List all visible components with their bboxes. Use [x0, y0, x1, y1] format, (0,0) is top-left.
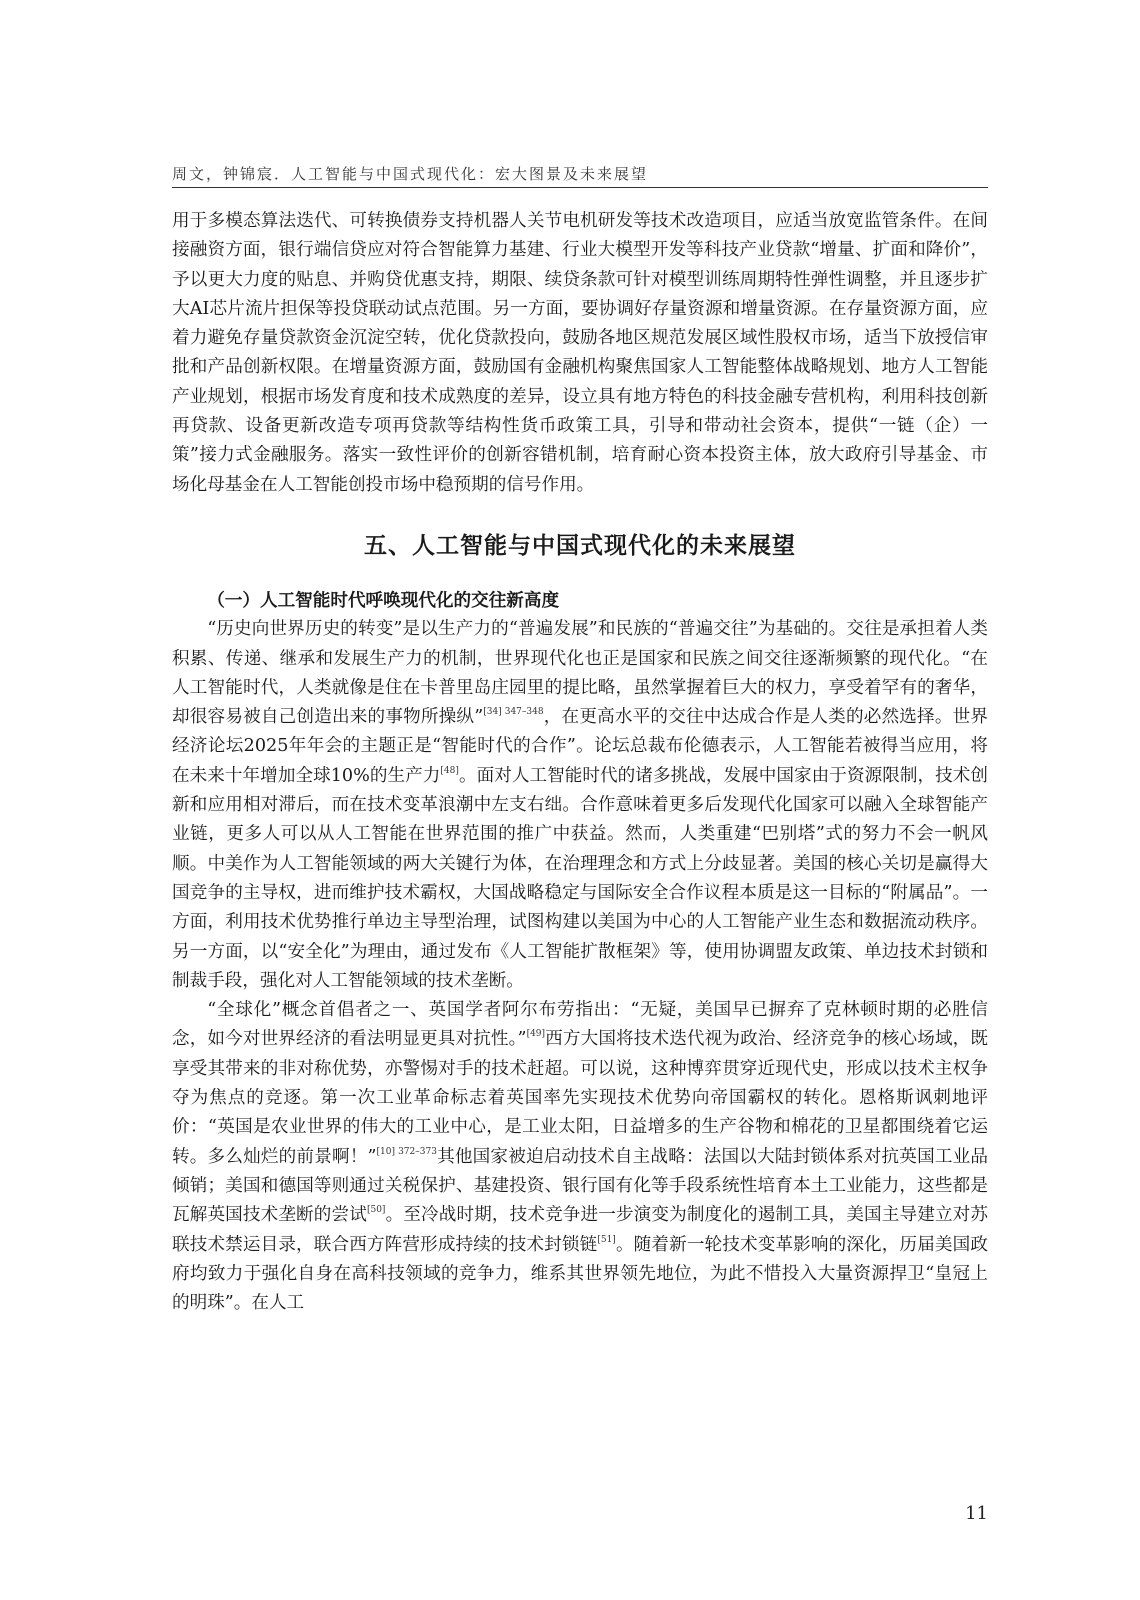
citation: [10] 372–373 [376, 1146, 437, 1157]
paragraph-financing: 用于多模态算法迭代、可转换债券支持机器人关节电机研发等技术改造项目，应适当放宽监管条件。在间接融资方面，银行端信贷应对符合智能算力基建、行业大模型开发等科技产业贷款“增量、扩面和降价”，予以更大力度的贴息、并购贷优惠支持，期限、续贷条款可针对模型训练周期特性弹性调整，并且逐步扩大AI芯片流片担保等投贷联动试点范围。另一方面，要协调好存量资源和增量资源。在存量资源方面，应着力避免存量贷款资金沉淀空转，优化贷款投向，鼓励各地区规范发展区域性股权市场，适当下放授信审批和产品创新权限。在增量资源方面，鼓励国有金融机构聚焦国家人工智能整体战略规划、地方人工智能产业规划，根据市场发育度和技术成熟度的差异，设立具有地方特色的科技金融专营机构，利用科技创新再贷款、设备更新改造专项再贷款等结构性货币政策工具，引导和带动社会资本，提供“一链（企）一策”接力式金融服务。落实一致性评价的创新容错机制，培育耐心资本投资主体，放大政府引导基金、市场化母基金在人工智能创投市场中稳预期的信号作用。 [172, 211, 988, 495]
text-run: “全球化”概念首倡者之一、英国学者阿尔布劳指出：“无疑，美国早已摒弃了克林顿时期的必胜信念，如今对世界经济的看法明显更具对抗性。” [172, 1000, 988, 1050]
page-body [172, 207, 988, 1318]
citation: [48] [440, 765, 459, 776]
paragraph-historical-transition [172, 615, 988, 996]
citation: [49] [526, 1029, 546, 1040]
text-run: “历史向世界历史的转变”是以生产力的“普遍发展”和民族的“普遍交往”为基础的。交往是承担着人类积累、传递、继承和发展生产力的机制，世界现代化也正是国家和民族之间交往逐渐频繁的现代化。“在人工智能时代，人类就像是住在卡普里岛庄园里的提比略，虽然掌握着巨大的权力，享受着罕有的奢华，却很容易被自己创造出来的事物所操纵” [172, 619, 988, 728]
text-run: 。至冷战时期，技术竞争进一步演变为制度化的遏制工具，美国主导建立对苏联技术禁运目录，联合西方阵营形成持续的技术封锁链 [172, 1205, 988, 1255]
citation: [50] [366, 1205, 386, 1216]
header-rule [172, 187, 988, 188]
text-run: 。随着新一轮技术变革影响的深化，历届美国政府均致力于强化自身在高科技领域的竞争力，维系其世界领先地位，为此不惜投入大量资源捍卫“皇冠上的明珠”。在人工 [172, 1234, 988, 1314]
citation: [51] [597, 1234, 616, 1245]
citation: [34] 347–348 [483, 707, 544, 718]
paragraph-globalization [172, 996, 988, 1318]
section-title: 五、人工智能与中国式现代化的未来展望 [364, 531, 796, 559]
subsection-title: （一）人工智能时代呼唤现代化的交往新高度 [207, 589, 560, 611]
running-header: 周文，钟锦宸．人工智能与中国式现代化：宏大图景及未来展望 [172, 165, 649, 183]
page-number: 11 [965, 1503, 988, 1524]
text-run: 其他国家被迫启动技术自主战略：法国以大陆封锁体系对抗英国工业品倾销；美国和德国等则通过关税保护、基建投资、银行国有化等手段系统性培育本土工业能力，这些都是瓦解英国技术垄断的尝试 [172, 1146, 988, 1226]
text-run: 西方大国将技术迭代视为政治、经济竞争的核心场域，既享受其带来的非对称优势，亦警惕对手的技术赶超。可以说，这种博弈贯穿近现代史，形成以技术主权争夺为焦点的竞逐。第一次工业革命标志着英国率先实现技术优势向帝国霸权的转化。恩格斯讽刺地评价：“英国是农业世界的伟大的工业中心，是工业太阳，日益增多的生产谷物和棉花的卫星都围绕着它运转。多么灿烂的前景啊！” [172, 1029, 988, 1167]
text-run: 。面对人工智能时代的诸多挑战，发展中国家由于资源限制，技术创新和应用相对滞后，而在技术变革浪潮中左支右绌。合作意味着更多后发现代化国家可以融入全球智能产业链，更多人可以从人工智能在世界范围的推广中获益。然而，人类重建“巴别塔”式的努力不会一帆风顺。中美作为人工智能领域的两大关键行为体，在治理理念和方式上分歧显著。美国的核心关切是赢得大国竞争的主导权，进而维护技术霸权，大国战略稳定与国际安全合作议程本质是这一目标的“附属品”。一方面，利用技术优势推行单边主导型治理，试图构建以美国为中心的人工智能产业生态和数据流动秩序。另一方面，以“安全化”为理由，通过发布《人工智能扩散框架》等，使用协调盟友政策、单边技术封锁和制裁手段，强化对人工智能领域的技术垄断。 [172, 765, 988, 991]
text-run: ，在更高水平的交往中达成合作是人类的必然选择。世界经济论坛2025年年会的主题正是“智能时代的合作”。论坛总裁布伦德表示，人工智能若被得当应用，将在未来十年增加全球10%的生产力 [172, 707, 988, 786]
